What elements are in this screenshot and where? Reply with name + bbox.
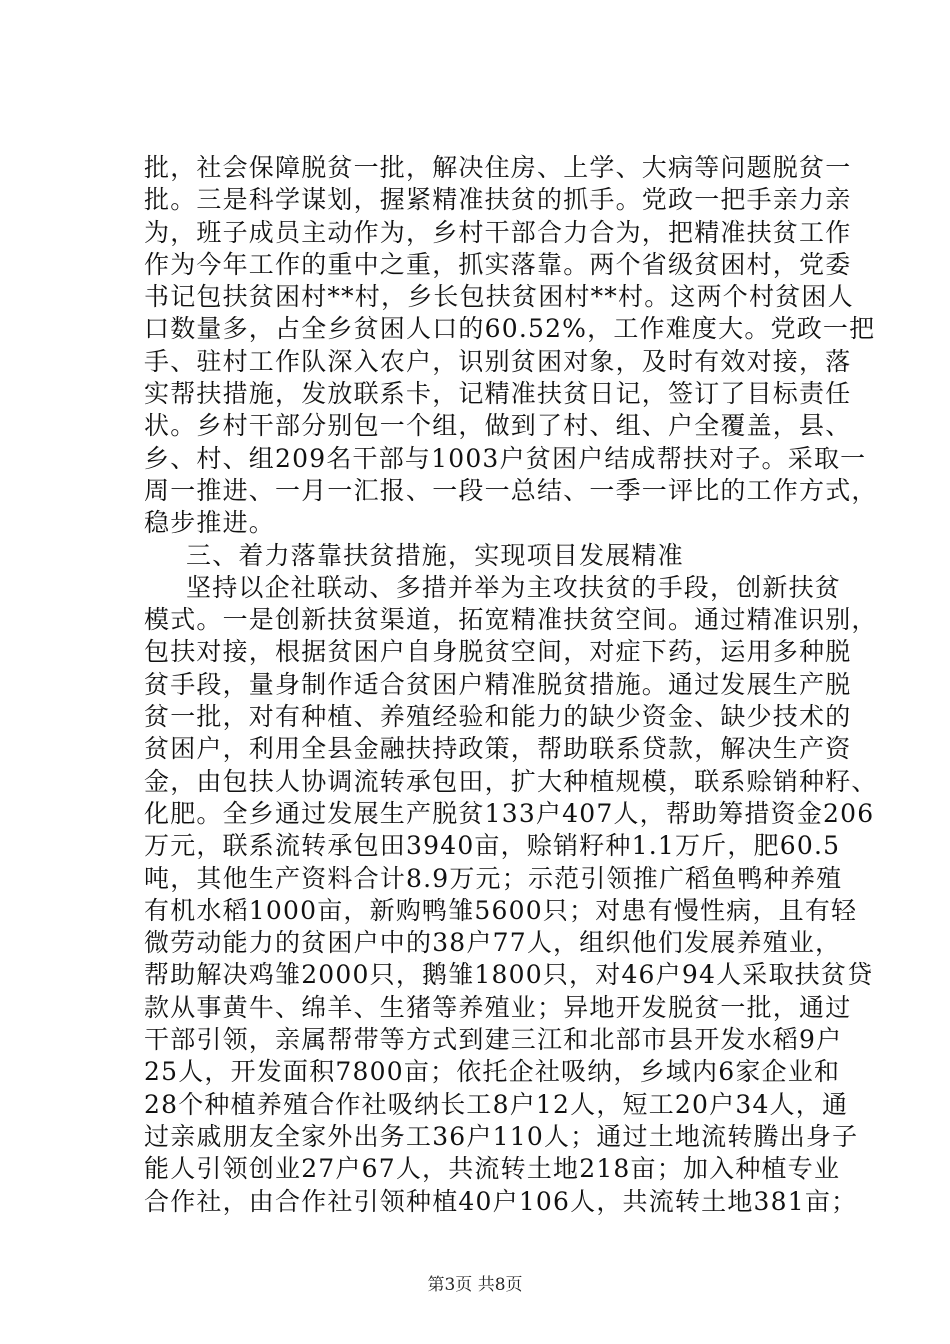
body-line: 贫手段，量身制作适合贫困户精准脱贫措施。通过发展生产脱 [144, 669, 852, 699]
body-line: 过亲戚朋友全家外出务工36户110人；通过土地流转腾出身子 [144, 1121, 859, 1151]
body-line: 帮助解决鸡雏2000只，鹅雏1800只，对46户94人采取扶贫贷 [144, 960, 874, 990]
body-line: 包扶对接，根据贫困户自身脱贫空间，对症下药，运用多种脱 [144, 637, 852, 667]
body-line: 贫困户，利用全县金融扶持政策，帮助联系贷款，解决生产资 [144, 734, 852, 764]
body-line: 批。三是科学谋划，握紧精准扶贫的抓手。党政一把手亲力亲 [144, 185, 852, 215]
body-line: 为，班子成员主动作为，乡村干部合力合为，把精准扶贫工作 [144, 217, 852, 247]
body-line: 金，由包扶人协调流转承包田，扩大种植规模，联系赊销种籽、 [144, 766, 878, 796]
body-line: 28个种植养殖合作社吸纳长工8户12人，短工20户34人，通 [144, 1089, 849, 1119]
body-line: 有机水稻1000亩，新购鸭雏5600只；对患有慢性病，且有轻 [144, 895, 858, 925]
body-line: 吨，其他生产资料合计8.9万元；示范引领推广稻鱼鸭种养殖 [144, 863, 843, 893]
body-line: 款从事黄牛、绵羊、生猪等养殖业；异地开发脱贫一批，通过 [144, 992, 852, 1022]
paragraph-first-line: 坚持以企社联动、多措并举为主攻扶贫的手段，创新扶贫 [186, 572, 842, 602]
body-line: 周一推进、一月一汇报、一段一总结、一季一评比的工作方式， [144, 475, 878, 505]
section-heading: 三、着力落靠扶贫措施，实现项目发展精准 [186, 540, 684, 570]
body-line: 化肥。全乡通过发展生产脱贫133户407人，帮助筹措资金206 [144, 798, 875, 828]
page-number-footer: 第3页 共8页 [427, 1275, 523, 1295]
body-line: 状。乡村干部分别包一个组，做到了村、组、户全覆盖，县、 [144, 411, 852, 441]
body-line: 手、驻村工作队深入农户，识别贫困对象，及时有效对接，落 [144, 346, 852, 376]
body-line: 微劳动能力的贫困户中的38户77人，组织他们发展养殖业， [144, 928, 842, 958]
body-line: 稳步推进。 [144, 508, 276, 538]
document-body [144, 152, 878, 1218]
body-line: 实帮扶措施，发放联系卡，记精准扶贫日记，签订了目标责任 [144, 379, 852, 409]
body-line: 批，社会保障脱贫一批，解决住房、上学、大病等问题脱贫一 [144, 153, 852, 182]
body-line: 贫一批，对有种植、养殖经验和能力的缺少资金、缺少技术的 [144, 702, 852, 732]
body-line: 乡、村、组209名干部与1003户贫困户结成帮扶对子。采取一 [144, 443, 867, 473]
body-line: 作为今年工作的重中之重，抓实落靠。两个省级贫困村，党委 [144, 249, 852, 279]
body-line: 干部引领，亲属帮带等方式到建三江和北部市县开发水稻9户 [144, 1025, 843, 1055]
body-line: 万元，联系流转承包田3940亩，赊销籽种1.1万斤，肥60.5 [144, 831, 841, 861]
body-line: 模式。一是创新扶贫渠道，拓宽精准扶贫空间。通过精准识别， [144, 605, 878, 635]
body-line: 能人引领创业27户67人，共流转土地218亩；加入种植专业 [144, 1154, 841, 1184]
body-line: 合作社，由合作社引领种植40户106人，共流转土地381亩； [144, 1186, 858, 1216]
body-line: 书记包扶贫困村**村，乡长包扶贫困村**村。这两个村贫困人 [144, 282, 854, 312]
body-line: 25人，开发面积7800亩；依托企社吸纳，乡域内6家企业和 [144, 1057, 841, 1087]
body-line: 口数量多，占全乡贫困人口的60.52%，工作难度大。党政一把 [144, 314, 876, 344]
